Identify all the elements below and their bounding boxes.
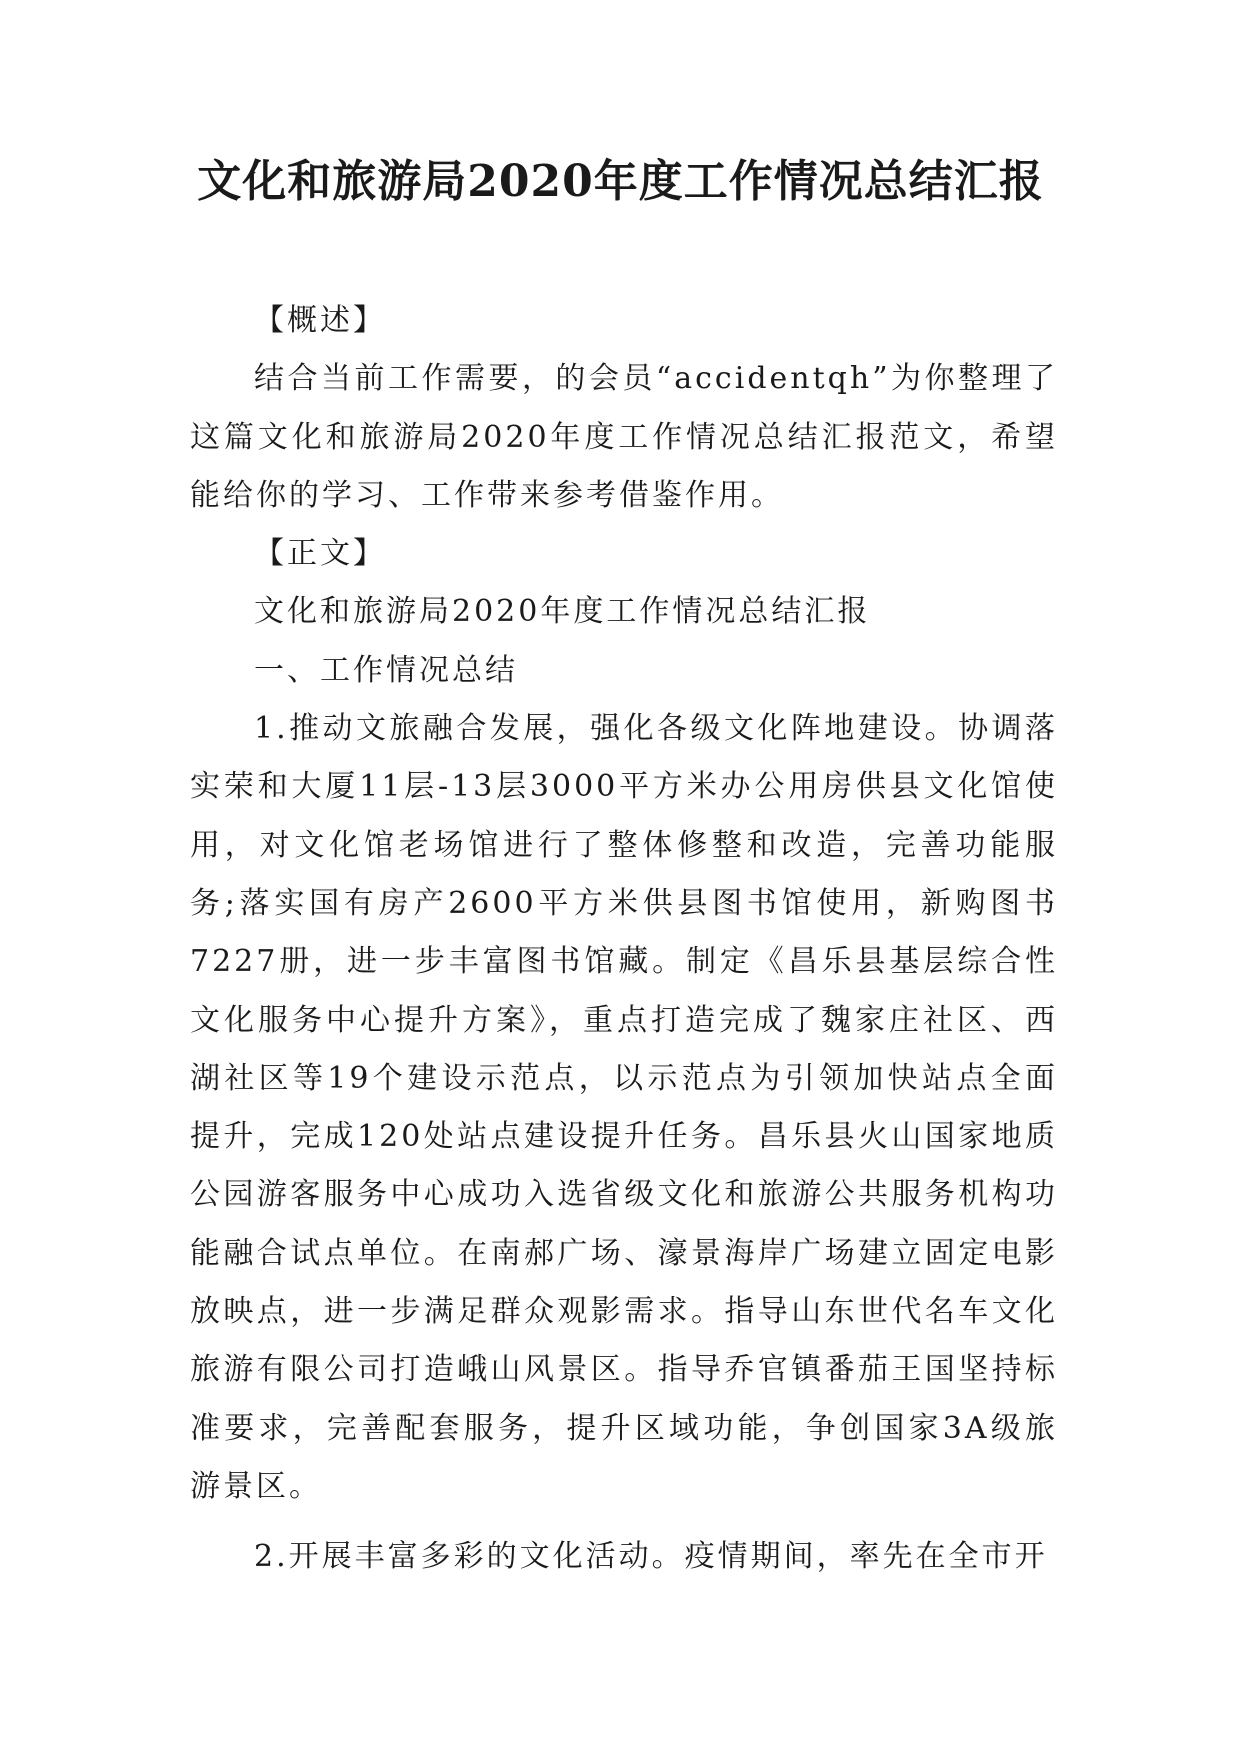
paragraph-item-1: 1.推动文旅融合发展，强化各级文化阵地建设。协调落实荣和大厦11层-13层3000平方米办公用房供县文化馆使用，对文化馆老场馆进行了整体修整和改造，完善功能服务;落实国有房产2600平方米供县图书馆使用，新购图书7227册，进一步丰富图书馆藏。制定《昌乐县基层综合性文化服务中心提升方案》，重点打造完成了魏家庄社区、西湖社区等19个建设示范点，以示范点为引领加快站点全面提升，完成120处站点建设提升任务。昌乐县火山国家地质公园游客服务中心成功入选省级文化和旅游公共服务机构功能融合试点单位。在南郝广场、濠景海岸广场建立固定电影放映点，进一步满足群众观影需求。指导山东世代名车文化旅游有限公司打造峨山风景区。指导乔官镇番茄王国坚持标准要求，完善配套服务，提升区域功能，争创国家3A级旅游景区。: [190, 711, 1058, 1504]
section-label-main-text: 【正文】: [254, 536, 386, 572]
document-body: [190, 292, 1058, 1587]
section-heading-1: 一、工作情况总结: [254, 652, 518, 688]
overview-paragraph: 结合当前工作需要，的会员“accidentqh”为你整理了这篇文化和旅游局2020年度工作情况总结汇报范文，希望能给你的学习、工作带来参考借鉴作用。: [190, 361, 1058, 513]
section-label-overview: 【概述】: [254, 303, 386, 338]
document-title: 文化和旅游局2020年度工作情况总结汇报: [197, 156, 1044, 207]
paragraph-item-2: 2.开展丰富多彩的文化活动。疫情期间，率先在全市开: [254, 1539, 1048, 1575]
main-text-title: 文化和旅游局2020年度工作情况总结汇报: [254, 594, 871, 630]
